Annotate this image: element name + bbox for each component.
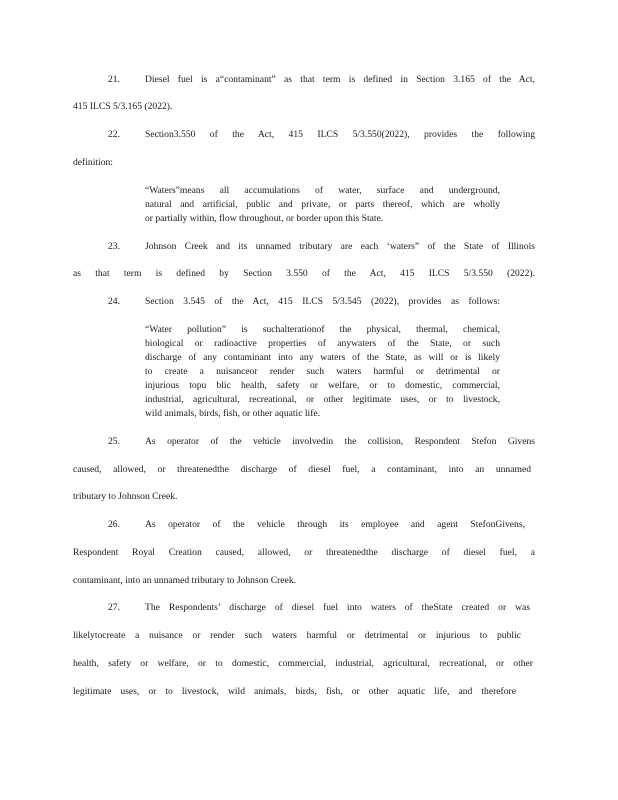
paragraph-number: 24. (108, 296, 120, 307)
paragraph-line: health, safety or welfare, or to domestic, commercial, industrial, agricultural, recreational, or other (73, 658, 533, 669)
paragraph-line: tributary to Johnson Creek. (73, 491, 178, 502)
block-quote-line: discharge of any contaminant into any waters of the State, as will or is likely (145, 352, 500, 363)
paragraph-line: Johnson Creek and its unnamed tributary are each ‘waters” of the State of Illinois (145, 241, 535, 252)
paragraph-line: Section3.550 of the Act, 415 ILCS 5/3.550(2022), provides the following (145, 129, 535, 140)
block-quote-line: “Waters”means all accumulations of water, surface and underground, (145, 185, 500, 196)
paragraph-line: As operator of the vehicle involvedin the collision, Respondent Stefon Givens (145, 436, 535, 447)
block-quote-line: natural and artificial, public and private, or parts thereof, which are wholly (145, 199, 500, 210)
paragraph-number: 22. (108, 129, 120, 140)
paragraph-line: 415 ILCS 5/3.165 (2022). (73, 101, 173, 112)
block-quote-line: biological or radioactive properties of anywaters of the State, or such (145, 338, 500, 349)
block-quote-line: industrial, agricultural, recreational, or other legitimate uses, or to livestock, (145, 394, 500, 405)
paragraph-line: definition: (73, 157, 113, 168)
paragraph-number: 21. (108, 74, 120, 85)
paragraph-line: likelytocreate a nuisance or render such waters harmful or detrimental or injurious to public (73, 630, 521, 641)
paragraph-number: 25. (108, 436, 120, 447)
block-quote-line: wild animals, birds, fish, or other aquatic life. (145, 408, 321, 419)
paragraph-line: Diesel fuel is a“contaminant” as that term is defined in Section 3.165 of the Act, (145, 74, 535, 85)
paragraph-line: as that term is defined by Section 3.550 of the Act, 415 ILCS 5/3.550 (2022). (73, 268, 535, 279)
block-quote-line: or partially within, flow throughout, or border upon this State. (145, 213, 384, 224)
paragraph-line: The Respondents’ discharge of diesel fuel into waters of theState created or was (145, 602, 530, 613)
paragraph-line: legitimate uses, or to livestock, wild animals, birds, fish, or other aquatic life, and therefore (73, 686, 516, 697)
block-quote-line: to create a nuisanceor render such waters harmful or detrimental or (145, 366, 500, 377)
paragraph-line: Section 3.545 of the Act, 415 ILCS 5/3.545 (2022), provides as follows: (145, 296, 500, 307)
paragraph-line: caused, allowed, or threatenedthe discharge of diesel fuel, a contaminant, into an unnamed (73, 464, 531, 475)
paragraph-line: As operator of the vehicle through its employee and agent StefonGivens, (145, 519, 525, 530)
paragraph-line: Respondent Royal Creation caused, allowed, or threatenedthe discharge of diesel fuel, a (73, 547, 535, 558)
paragraph-number: 26. (108, 519, 120, 530)
block-quote-line: “Water pollution” is suchalterationof the physical, thermal, chemical, (145, 324, 500, 335)
paragraph-number: 27. (108, 602, 120, 613)
block-quote-line: injurious topu blic health, safety or welfare, or to domestic, commercial, (145, 380, 500, 391)
paragraph-number: 23. (108, 241, 120, 252)
paragraph-line: contaminant, into an unnamed tributary to Johnson Creek. (73, 575, 297, 586)
